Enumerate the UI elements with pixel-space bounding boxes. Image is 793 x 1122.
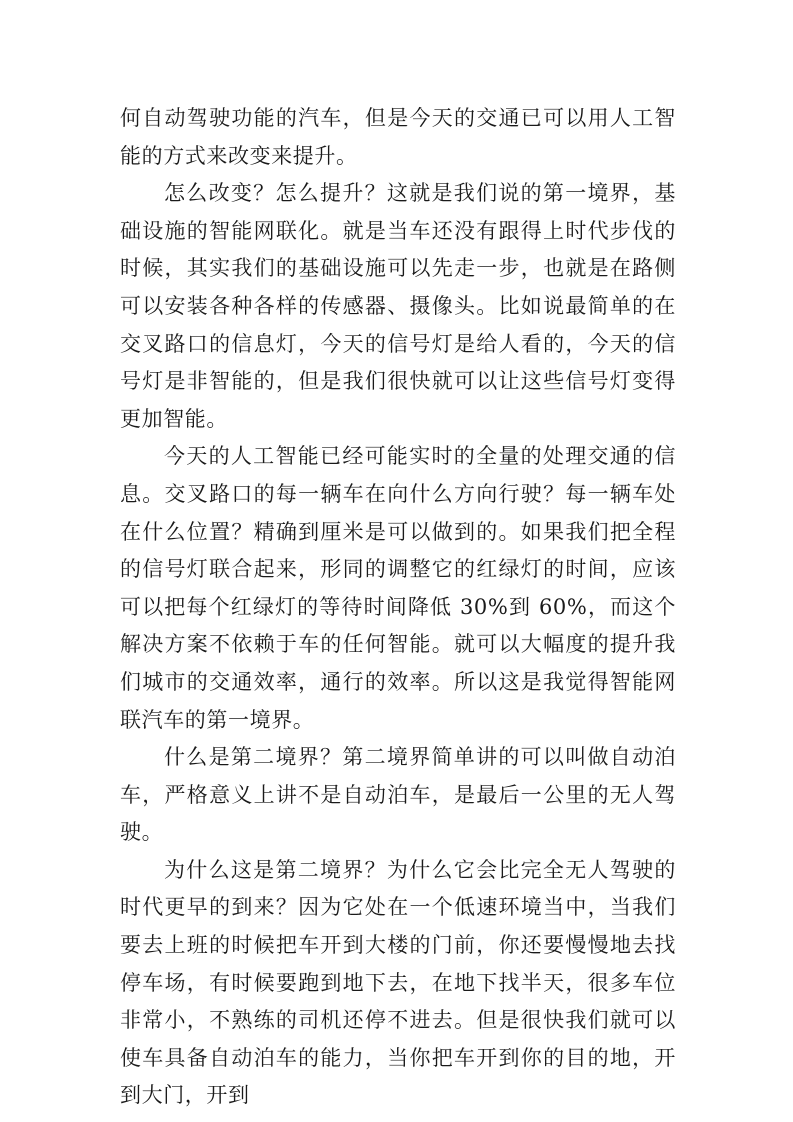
paragraph-continuation: 何自动驾驶功能的汽车，但是今天的交通已可以用人工智能的方式来改变来提升。	[120, 106, 676, 168]
paragraph-first-realm: 怎么改变？怎么提升？这就是我们说的第一境界，基础设施的智能网联化。就是当车还没有跟得上时代步伐的时候，其实我们的基础设施可以先走一步，也就是在路侧可以安装各种各样的传感器、摄像头。比如说最简单的在交叉路口的信息灯，今天的信号灯是给人看的，今天的信号灯是非智能的，但是我们很快就可以让这些信号灯变得更加智能。	[120, 181, 676, 431]
paragraph-ai-traffic: 今天的人工智能已经可能实时的全量的处理交通的信息。交叉路口的每一辆车在向什么方向行驶？每一辆车处在什么位置？精确到厘米是可以做到的。如果我们把全程的信号灯联合起来，形同的调整它的红绿灯的时间，应该可以把每个红绿灯的等待时间降低 30%到 60%，而这个解决方案不依赖于车的任何智能。就可以大幅度的提升我们城市的交通效率，通行的效率。所以这是我觉得智能网联汽车的第一境界。	[120, 444, 676, 732]
paragraph-why-second-realm: 为什么这是第二境界？为什么它会比完全无人驾驶的时代更早的到来？因为它处在一个低速环境当中，当我们要去上班的时候把车开到大楼的门前，你还要慢慢地去找停车场，有时候要跑到地下去，在地下找半天，很多车位非常小，不熟练的司机还停不进去。但是很快我们就可以使车具备自动泊车的能力，当你把车开到你的目的地，开到大门，开到	[120, 857, 676, 1108]
paragraph-second-realm: 什么是第二境界？第二境界简单讲的可以叫做自动泊车，严格意义上讲不是自动泊车，是最后一公里的无人驾驶。	[120, 745, 676, 845]
document-body	[120, 100, 676, 1115]
